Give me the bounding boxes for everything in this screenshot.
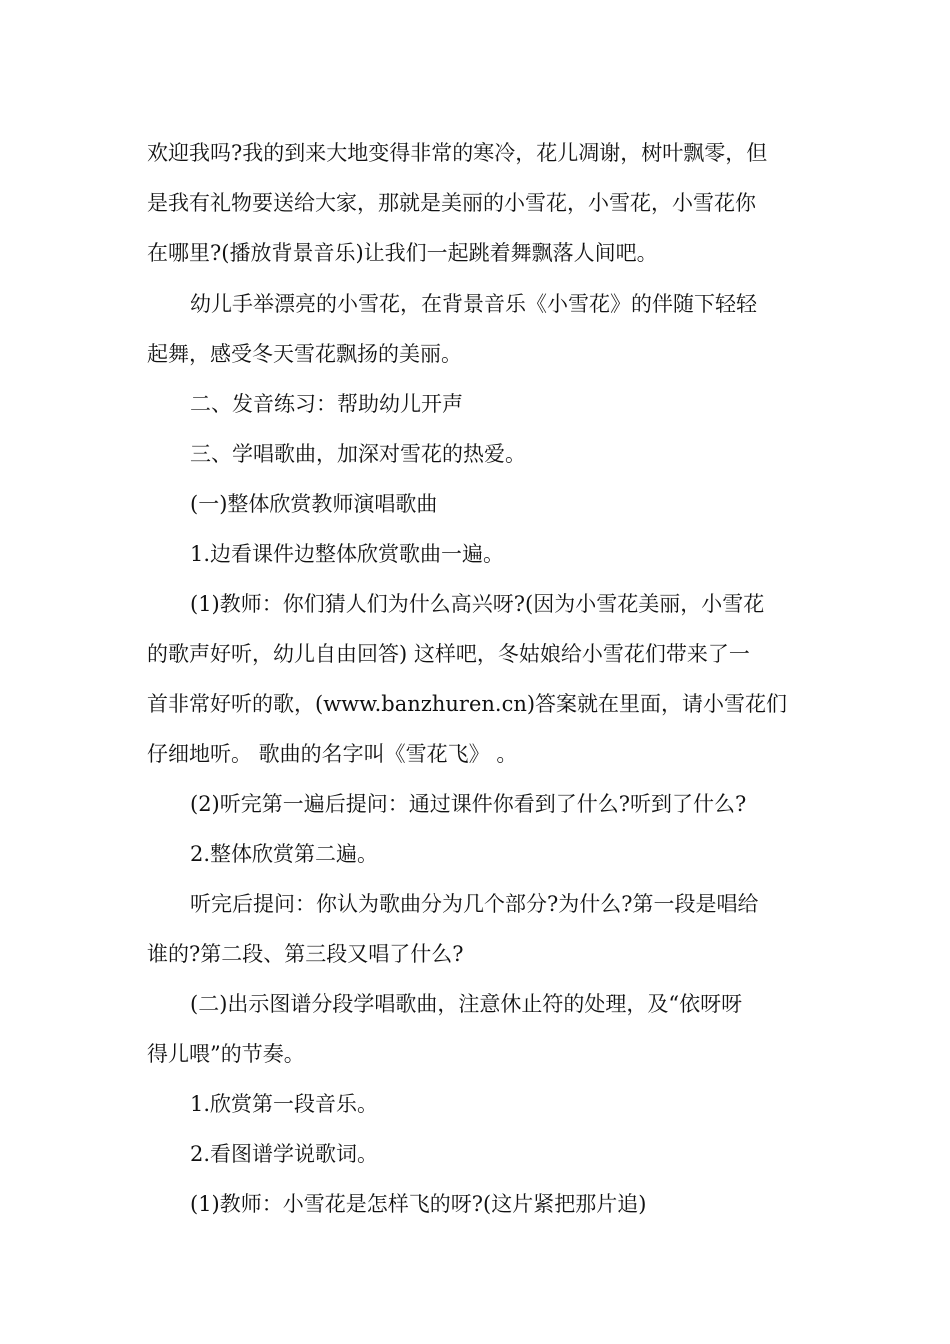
text-line: 起舞，感受冬天雪花飘扬的美丽。 — [147, 342, 462, 366]
list-item: 2.整体欣赏第二遍。 — [190, 842, 379, 866]
subsection-heading: (一)整体欣赏教师演唱歌曲 — [190, 492, 438, 516]
subsection-heading: (二)出示图谱分段学唱歌曲，注意休止符的处理，及“依呀呀 — [190, 992, 743, 1016]
text-line: 的歌声好听，幼儿自由回答) 这样吧，冬姑娘给小雪花们带来了一 — [147, 642, 750, 666]
text-line: 是我有礼物要送给大家，那就是美丽的小雪花，小雪花，小雪花你 — [147, 191, 756, 215]
list-item: 1.边看课件边整体欣赏歌曲一遍。 — [190, 542, 505, 566]
text-line: 谁的?第二段、第三段又唱了什么? — [147, 942, 464, 966]
list-item: 2.看图谱学说歌词。 — [190, 1142, 379, 1166]
text-line: 欢迎我吗?我的到来大地变得非常的寒冷，花儿凋谢，树叶飘零，但 — [147, 141, 768, 165]
text-line: (1)教师：小雪花是怎样飞的呀?(这片紧把那片追) — [190, 1192, 647, 1216]
section-heading: 二、发音练习：帮助幼儿开声 — [190, 392, 463, 416]
list-item: 1.欣赏第一段音乐。 — [190, 1092, 379, 1116]
text-line: 幼儿手举漂亮的小雪花，在背景音乐《小雪花》的伴随下轻轻 — [190, 292, 757, 316]
text-line: 仔细地听。 歌曲的名字叫《雪花飞》 。 — [147, 742, 518, 766]
text-line: (2)听完第一遍后提问：通过课件你看到了什么?听到了什么? — [190, 792, 747, 816]
text-line: 听完后提问：你认为歌曲分为几个部分?为什么?第一段是唱给 — [190, 892, 759, 916]
text-line: (1)教师：你们猜人们为什么高兴呀?(因为小雪花美丽，小雪花 — [190, 592, 765, 616]
text-line: 在哪里?(播放背景音乐)让我们一起跳着舞飘落人间吧。 — [147, 241, 658, 265]
text-line: 得儿喂”的节奏。 — [147, 1042, 305, 1066]
text-line: 首非常好听的歌，(www.banzhuren.cn)答案就在里面，请小雪花们 — [147, 692, 788, 716]
section-heading: 三、学唱歌曲，加深对雪花的热爱。 — [190, 442, 526, 466]
